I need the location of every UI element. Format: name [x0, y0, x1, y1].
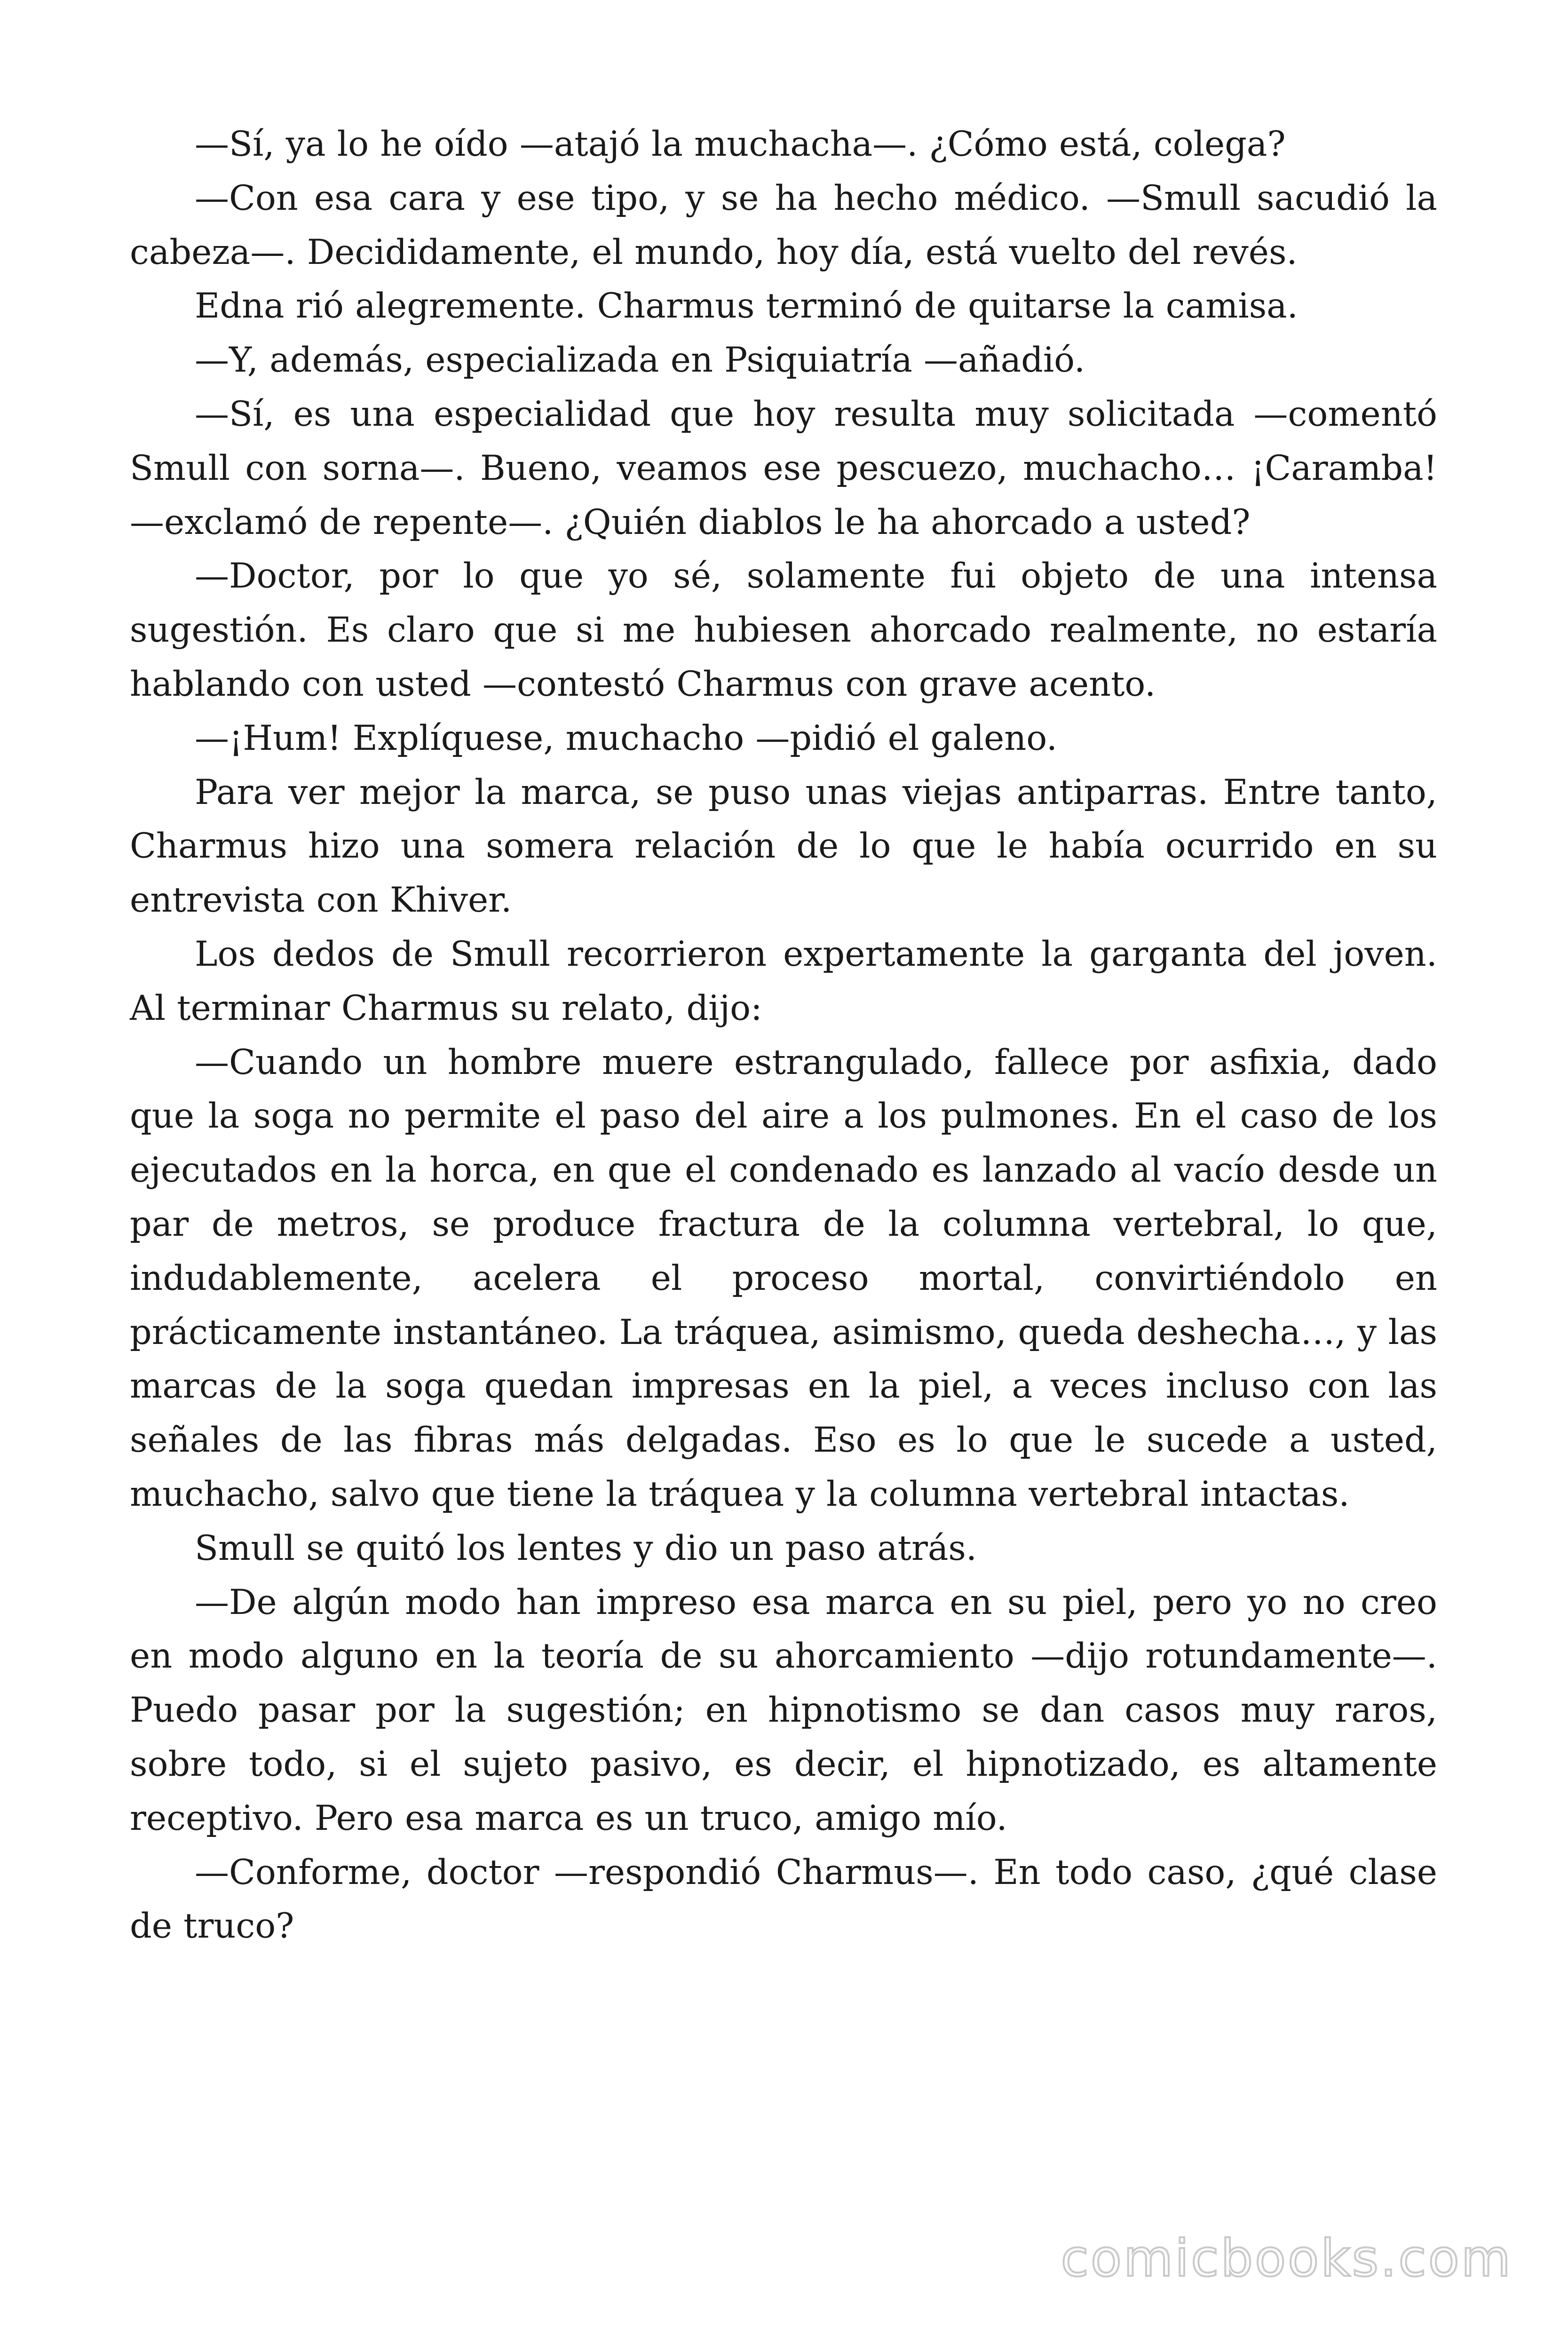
- paragraph: Edna rió alegremente. Charmus terminó de quitarse la camisa.: [195, 286, 1298, 326]
- paragraph: —Doctor, por lo que yo sé, solamente fui objeto de una intensa sugestión. Es claro que si me hubiesen ahorcado realmente, no estaría hablando con usted —contestó Charmus con grave acento.: [130, 556, 1437, 704]
- page-body-text: [130, 118, 1437, 1954]
- paragraph: Los dedos de Smull recorrieron expertamente la garganta del joven. Al terminar Charmus su relato, dijo:: [130, 934, 1437, 1028]
- paragraph: —Sí, ya lo he oído —atajó la muchacha—. ¿Cómo está, colega?: [195, 124, 1286, 164]
- paragraph: —Conforme, doctor —respondió Charmus—. En todo caso, ¿qué clase de truco?: [130, 1852, 1437, 1947]
- watermark: comicbooks.com: [1061, 2229, 1513, 2288]
- paragraph: —Con esa cara y ese tipo, y se ha hecho médico. —Smull sacudió la cabeza—. Decididamente, el mundo, hoy día, está vuelto del revés.: [130, 178, 1437, 272]
- paragraph: —Y, además, especializada en Psiquiatría —añadió.: [195, 340, 1085, 381]
- paragraph: —Cuando un hombre muere estrangulado, fallece por asfixia, dado que la soga no permite el paso del aire a los pulmones. En el caso de los ejecutados en la horca, en que el condenado es lanzado al vacío desde un par de metros, se produce fractura de la columna vertebral, lo que, indudablemente, acelera el proceso mortal, convirtiéndolo en prácticamente instantáneo. La tráquea, asimismo, queda deshecha…, y las marcas de la soga quedan impresas en la piel, a veces incluso con las señales de las fibras más delgadas. Eso es lo que le sucede a usted, muchacho, salvo que tiene la tráquea y la columna vertebral intactas.: [130, 1042, 1437, 1514]
- paragraph: —De algún modo han impreso esa marca en su piel, pero yo no creo en modo alguno en la teoría de su ahorcamiento —dijo rotundamente—. Puedo pasar por la sugestión; en hipnotismo se dan casos muy raros, sobre todo, si el sujeto pasivo, es decir, el hipnotizado, es altamente receptivo. Pero esa marca es un truco, amigo mío.: [130, 1582, 1437, 1838]
- paragraph: —Sí, es una especialidad que hoy resulta muy solicitada —comentó Smull con sorna—. Bueno, veamos ese pescuezo, muchacho… ¡Caramba! —exclamó de repente—. ¿Quién diablos le ha ahorcado a usted?: [130, 394, 1437, 542]
- paragraph: Para ver mejor la marca, se puso unas viejas antiparras. Entre tanto, Charmus hizo una somera relación de lo que le había ocurrido en su entrevista con Khiver.: [130, 772, 1437, 921]
- paragraph: —¡Hum! Explíquese, muchacho —pidió el galeno.: [195, 718, 1058, 758]
- paragraph: Smull se quitó los lentes y dio un paso atrás.: [195, 1528, 977, 1568]
